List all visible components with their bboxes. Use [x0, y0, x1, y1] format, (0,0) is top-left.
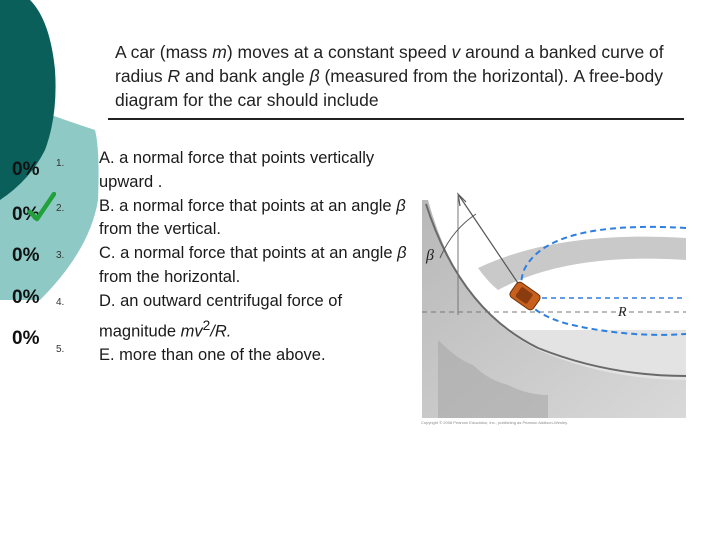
- response-number-4: 4.: [56, 297, 65, 308]
- beta-label: β: [426, 247, 434, 264]
- response-number-3: 3.: [56, 250, 65, 261]
- answer-c[interactable]: C. a normal force that points at an angle β from the horizontal.: [99, 244, 407, 286]
- question-text: A car (mass m) moves at a constant speed v around a banked curve of radius R and bank angle β (measured from the horizontal). A free-body diagram for the car should include: [115, 42, 664, 110]
- answer-e[interactable]: E. more than one of the above.: [99, 345, 326, 364]
- correct-checkmark-icon: [28, 192, 56, 224]
- car-icon: [508, 281, 541, 312]
- figure-copyright: Copyright © 2008 Pearson Education, Inc., publishing as Pearson Addison-Wesley.: [421, 420, 568, 425]
- answer-a[interactable]: A. a normal force that points vertically upward .: [99, 149, 375, 191]
- title-divider: [108, 118, 684, 120]
- response-percent-2: 0%: [12, 204, 40, 225]
- response-percent-5: 0%: [12, 328, 40, 349]
- response-number-1: 1.: [56, 158, 65, 169]
- banked-curve-diagram: [418, 190, 688, 420]
- response-percent-4: 0%: [12, 287, 40, 308]
- answer-d[interactable]: D. an outward centrifugal force of magnitude $mv^2/R$.: [99, 291, 343, 341]
- response-percent-3: 0%: [12, 245, 40, 266]
- upper-road-band: [478, 237, 686, 290]
- response-number-2: 2.: [56, 203, 65, 214]
- radius-label: R: [618, 305, 627, 320]
- answer-list: [99, 147, 419, 368]
- answer-b[interactable]: B. a normal force that points at an angle β from the vertical.: [99, 196, 406, 239]
- response-number-5: 5.: [56, 344, 65, 355]
- response-percent-1: 0%: [12, 159, 40, 180]
